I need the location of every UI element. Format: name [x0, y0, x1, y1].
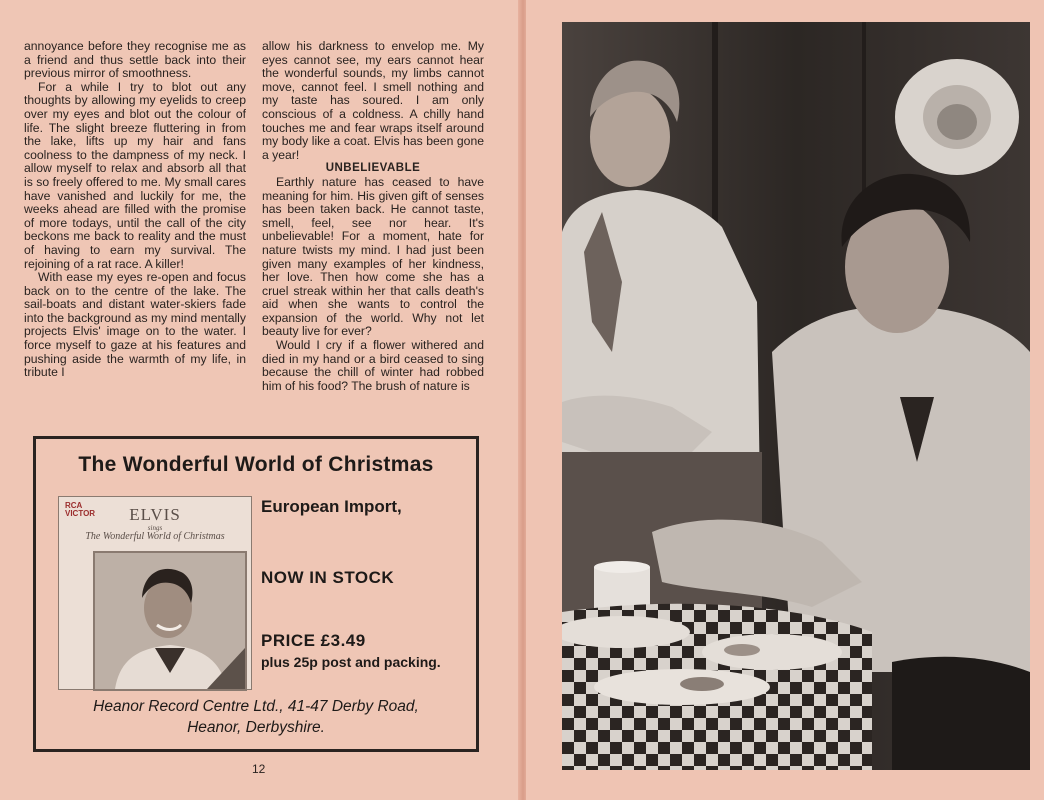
- article-paragraph: allow his darkness to envelop me. My eyes cannot see, my ears cannot hear the wonderful sounds, my limbs cannot move, cannot feel. I smell nothing and my taste has soured. I am only conscious of a coldness. A chilly hand touches me and fear wraps itself around my body like a coat. Elvis has been gone a year!: [262, 40, 484, 162]
- sleeve-artist: ELVIS: [129, 505, 181, 524]
- ad-address-line-1: Heanor Record Centre Ltd., 41-47 Derby Road,: [93, 698, 419, 715]
- ad-price: PRICE £3.49: [261, 631, 366, 650]
- rca-logo: RCA VICTOR: [65, 501, 96, 518]
- sleeve-portrait-photo: [93, 551, 247, 691]
- article-column-1: [24, 40, 246, 430]
- article-column-2: [262, 40, 484, 430]
- ad-postage: plus 25p post and packing.: [261, 654, 441, 670]
- page-number: 12: [252, 762, 266, 776]
- article-paragraph: For a while I try to blot out any thoughts by allowing my eyelids to creep over my eyes and blot out the colour of life. The slight breeze fluttering in from the lake, lifts up my hair and fans coolness to the dampness of my neck. I allow myself to relax and absorb all that is so freely offered to me. My small cares have vanished and luckily for me, the weeks ahead are filled with the promise of more todays, until the call of the city beckons me back to reality and the must of having to earn my survival. The rejoining of a rat race. A killer!: [24, 79, 246, 271]
- article-paragraph: annoyance before they recognise me as a friend and thus settle back into their previous mirror of smoothness.: [24, 40, 246, 81]
- article-paragraph: Earthly nature has ceased to have meaning for him. His given gift of senses has been taken back. He cannot taste, smell, feel, see nor hear. It's unbelievable! For a moment, hate for nature twists my mind. I had just been given many examples of her kindness, her love. Then how come she has a cruel streak within her that calls death's aid when she wants to control the expansion of the world. Why not let beauty live for ever?: [262, 174, 484, 339]
- ad-stock-text: NOW IN STOCK: [261, 568, 395, 587]
- article-paragraph: Would I cry if a flower withered and died in my hand or a bird ceased to sing because the chill of winter had robbed him of his food? The brush of nature is: [262, 338, 484, 393]
- ad-import-text: European Import,: [261, 497, 402, 516]
- album-sleeve: [58, 496, 252, 690]
- article-subheading: UNBELIEVABLE: [325, 162, 421, 175]
- record-advertisement: [33, 436, 479, 752]
- ad-title: The Wonderful World of Christmas: [78, 453, 434, 476]
- film-still-photo: [562, 22, 1030, 770]
- sleeve-sings: sings: [147, 524, 163, 532]
- article-paragraph: With ease my eyes re-open and focus back on to the centre of the lake. The sail-boats and distant water-skiers fade into the background as my mind mentally projects Elvis' image on to the water. I force myself to gaze at his features and pushing aside the warmth of my life, in tribute I: [24, 270, 246, 380]
- sleeve-title: The Wonderful World of Christmas: [85, 531, 225, 542]
- ad-address-line-2: Heanor, Derbyshire.: [187, 719, 325, 736]
